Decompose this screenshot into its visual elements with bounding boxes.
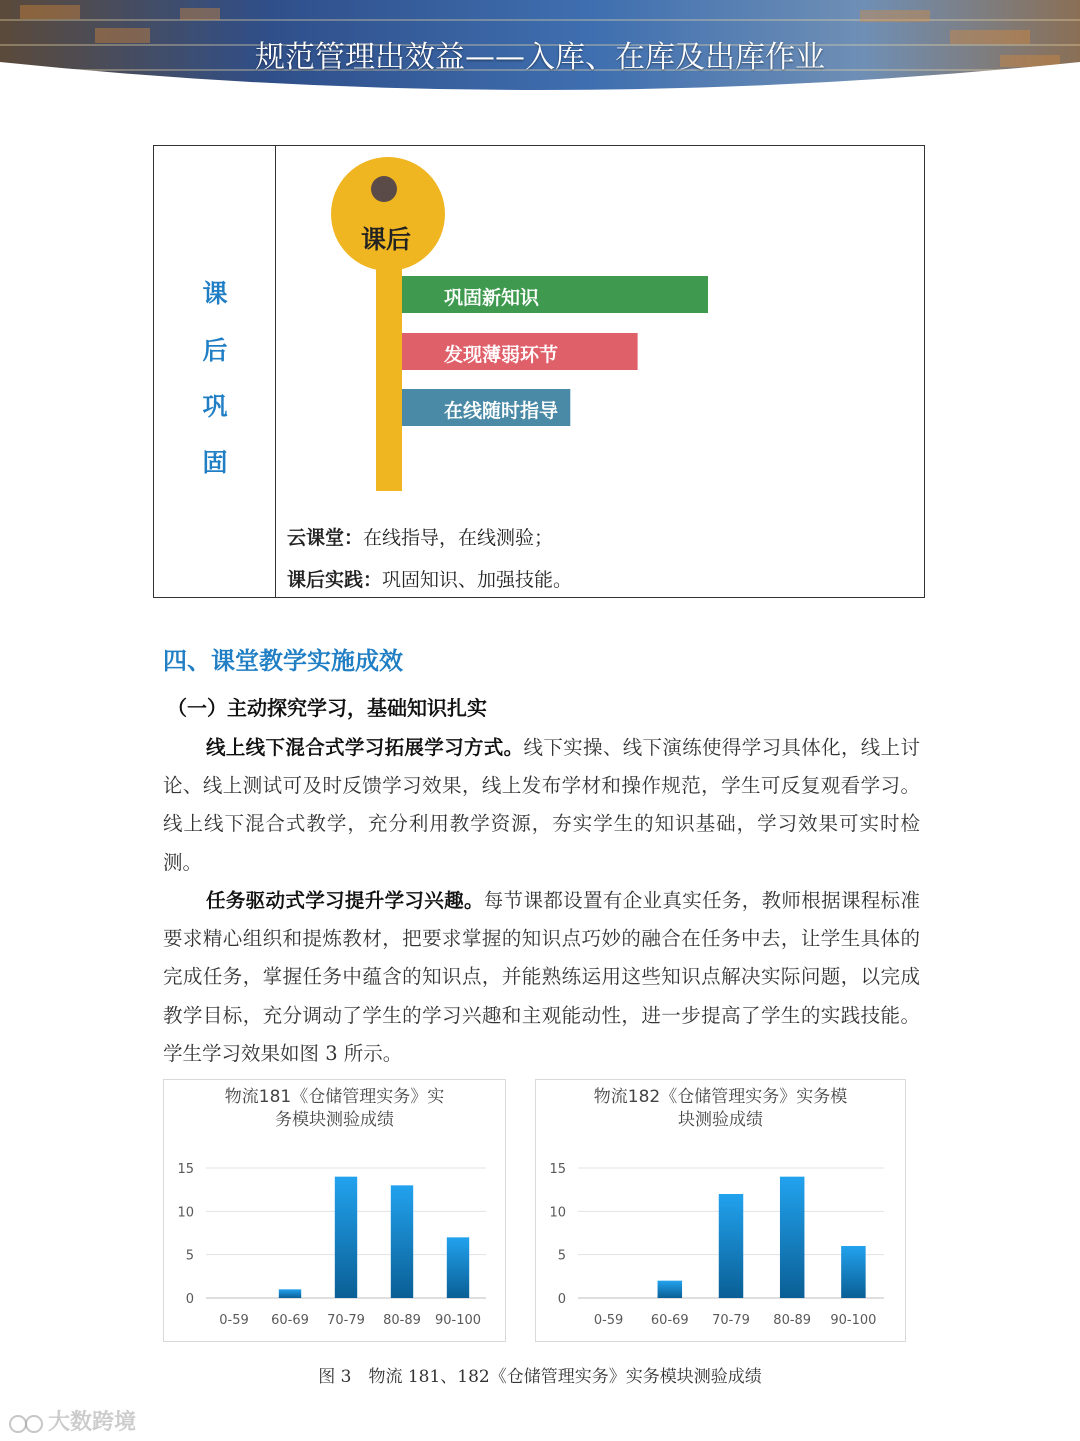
header-banner (0, 0, 1080, 100)
bar-70-79 (335, 1177, 357, 1298)
x-tick-label: 80-89 (773, 1313, 812, 1328)
bar-60-69 (279, 1289, 301, 1298)
after-class-diagram (276, 146, 916, 506)
y-tick-label: 0 (185, 1292, 194, 1307)
chart-title-line: 物流182《仓储管理实务》实务模 (593, 1087, 848, 1107)
paragraph-text: 线下实操、线下演练使得学习具体化，线上讨论、线上测试可及时反馈学习效果，线上发布学材和操作规范，学生可反复观看学习。线上线下混合式教学，充分利用教学资源，夯实学生的知识基础，学习效果可实时检测。 (163, 736, 920, 874)
x-tick-label: 0-59 (593, 1313, 624, 1328)
chart-title-line: 务模块测验成绩 (275, 1110, 394, 1130)
y-tick-label: 5 (557, 1248, 566, 1264)
paragraph-lead: 线上线下混合式学习拓展学习方式。 (206, 736, 524, 759)
vertical-char-2: 后 (202, 336, 228, 365)
x-tick-label: 0-59 (219, 1313, 249, 1328)
diagram-pole (376, 256, 402, 491)
y-tick-label: 5 (185, 1248, 194, 1264)
pin-dot (371, 176, 397, 202)
banner-title: 规范管理出效益——入库、在库及出库作业 (255, 40, 825, 75)
table-line-practice (287, 565, 572, 592)
vertical-char-1: 课 (202, 279, 228, 308)
y-tick-label: 15 (549, 1162, 566, 1177)
table-line-label: 云课堂： (287, 527, 364, 549)
bar-70-79 (719, 1194, 743, 1298)
x-tick-label: 90-100 (830, 1313, 877, 1328)
bar-60-69 (658, 1281, 682, 1298)
table-line-text: 在线指导，在线测验； (363, 527, 554, 549)
table-line-cloud (287, 523, 553, 550)
subsection-heading: （一）主动探究学习，基础知识扎实 (167, 696, 487, 720)
bar-label-3: 在线随时指导 (444, 400, 559, 422)
x-tick-label: 70-79 (327, 1313, 365, 1328)
section-heading: 四、课堂教学实施成效 (163, 647, 403, 675)
table-line-text: 巩固知识、加强技能。 (382, 569, 573, 591)
vertical-char-4: 固 (202, 448, 228, 477)
paragraph-text: 每节课都设置有企业真实任务，教师根据课程标准要求精心组织和提炼教材，把要求掌握的知识点巧妙的融合在任务中去，让学生具体的完成任务，掌握任务中蕴含的知识点，并能熟练运用这些知识点解决实际问题，以完成教学目标，充分调动了学生的学习兴趣和主观能动性，进一步提高了学生的实践技能。学生学习效果如图 3 所示。 (163, 889, 920, 1065)
chart-plot (164, 1080, 507, 1343)
watermark-logo-icon (8, 1412, 48, 1434)
pin-label: 课后 (361, 225, 412, 254)
x-tick-label: 60-69 (271, 1313, 309, 1328)
paragraph-2 (163, 882, 920, 1073)
paragraph-1 (163, 729, 920, 882)
bar-90-100 (447, 1237, 469, 1298)
after-class-table (153, 145, 925, 598)
watermark-text: 大数跨境 (48, 1410, 137, 1435)
bar-80-89 (391, 1185, 413, 1298)
x-tick-label: 90-100 (434, 1313, 482, 1328)
bar-80-89 (780, 1177, 804, 1298)
x-tick-label: 80-89 (383, 1313, 421, 1328)
y-tick-label: 10 (549, 1205, 566, 1221)
x-tick-label: 70-79 (712, 1313, 750, 1328)
y-tick-label: 0 (557, 1292, 566, 1307)
chart-title-line: 块测验成绩 (678, 1110, 763, 1130)
bar-label-1: 巩固新知识 (444, 287, 540, 309)
x-tick-label: 60-69 (650, 1313, 689, 1328)
table-line-label: 课后实践： (287, 569, 383, 591)
y-tick-label: 10 (177, 1205, 194, 1221)
figure-caption: 图 3 物流 181、182《仓储管理实务》实务模块测验成绩 (318, 1367, 762, 1387)
bar-90-100 (841, 1246, 865, 1298)
chart-class-181 (163, 1079, 506, 1342)
chart-plot (536, 1080, 907, 1343)
chart-class-182 (535, 1079, 906, 1342)
watermark (8, 1405, 136, 1436)
y-tick-label: 15 (177, 1162, 194, 1177)
table-left-column (154, 146, 276, 597)
vertical-char-3: 巩 (202, 392, 228, 421)
paragraph-lead: 任务驱动式学习提升学习兴趣。 (206, 889, 484, 912)
bar-label-2: 发现薄弱环节 (444, 344, 559, 366)
chart-title-line: 物流181《仓储管理实务》实 (224, 1087, 445, 1107)
